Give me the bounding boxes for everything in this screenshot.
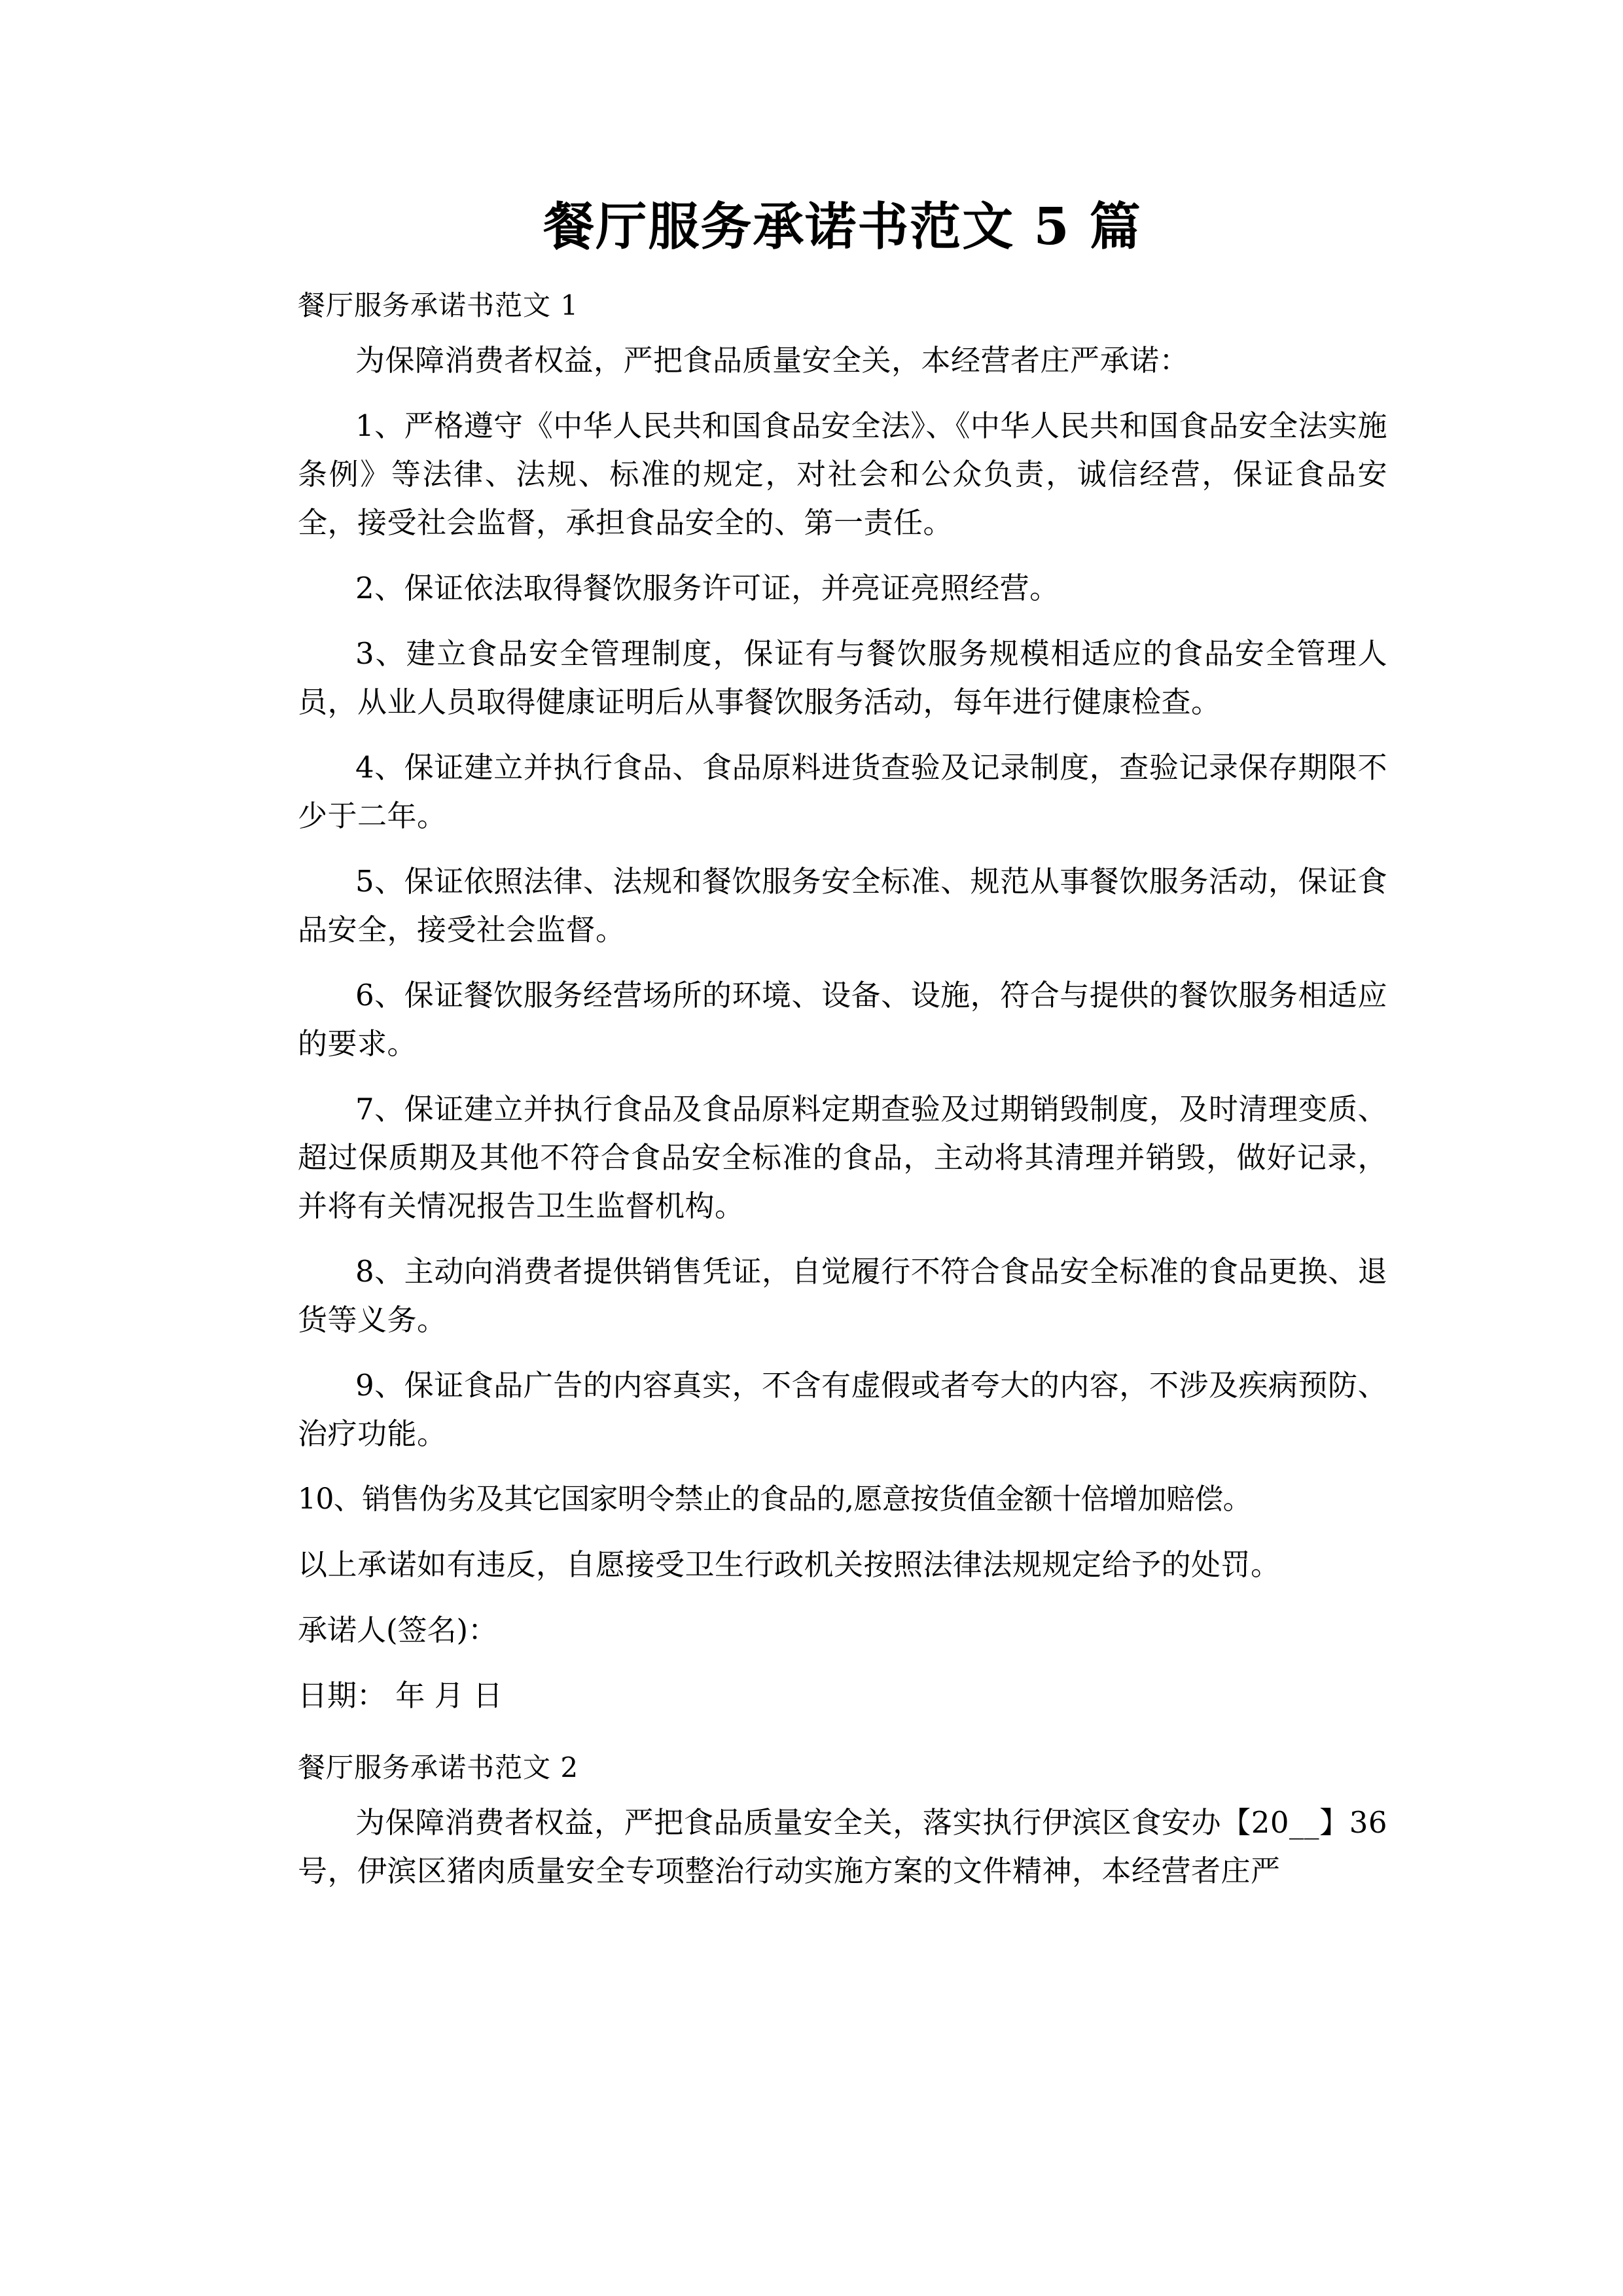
page-title: 餐厅服务承诺书范文 5 篇 xyxy=(543,197,1142,257)
commitment-item-7: 7、保证建立并执行食品及食品原料定期查验及过期销毁制度，及时清理变质、超过保质期及其他不符合食品安全标准的食品，主动将其清理并销毁，做好记录，并将有关情况报告卫生监督机构。 xyxy=(298,1091,1387,1223)
section-1-closing-paragraph: 以上承诺如有违反，自愿接受卫生行政机关按照法律法规规定给予的处罚。 xyxy=(298,1547,1281,1582)
commitment-item-10: 10、销售伪劣及其它国家明令禁止的食品的,愿意按货值金额十倍增加赔偿。 xyxy=(298,1482,1251,1516)
commitment-item-2: 2、保证依法取得餐饮服务许可证，并亮证亮照经营。 xyxy=(355,570,1060,605)
section-1-intro-paragraph: 为保障消费者权益，严把食品质量安全关，本经营者庄严承诺： xyxy=(355,342,1190,378)
commitment-item-8: 8、主动向消费者提供销售凭证，自觉履行不符合食品安全标准的食品更换、退货等义务。 xyxy=(298,1253,1387,1337)
commitment-item-6: 6、保证餐饮服务经营场所的环境、设备、设施，符合与提供的餐饮服务相适应的要求。 xyxy=(298,977,1387,1061)
section-2-intro-paragraph: 为保障消费者权益，严把食品质量安全关，落实执行伊滨区食安办【20__】36 号，伊滨区猪肉质量安全专项整治行动实施方案的文件精神，本经营者庄严 xyxy=(298,1804,1387,1888)
section-heading-1: 餐厅服务承诺书范文 1 xyxy=(298,289,579,321)
commitment-item-4: 4、保证建立并执行食品、食品原料进货查验及记录制度，查验记录保存期限不少于二年。 xyxy=(298,749,1387,833)
document-content-column xyxy=(298,0,1387,1895)
date-label: 日期： 年 月 日 xyxy=(298,1677,503,1713)
section-heading-2: 餐厅服务承诺书范文 2 xyxy=(298,1751,579,1784)
commitment-item-5: 5、保证依照法律、法规和餐饮服务安全标准、规范从事餐饮服务活动，保证食品安全，接受社会监督。 xyxy=(298,863,1387,947)
commitment-item-9: 9、保证食品广告的内容真实，不含有虚假或者夸大的内容，不涉及疾病预防、治疗功能。 xyxy=(298,1367,1387,1451)
signature-label: 承诺人(签名)： xyxy=(298,1612,498,1647)
commitment-item-3: 3、建立食品安全管理制度，保证有与餐饮服务规模相适应的食品安全管理人员，从业人员取得健康证明后从事餐饮服务活动，每年进行健康检查。 xyxy=(298,636,1387,719)
commitment-item-1: 1、严格遵守《中华人民共和国食品安全法》、《中华人民共和国食品安全法实施条例》等法律、法规、标准的规定，对社会和公众负责，诚信经营，保证食品安全，接受社会监督，承担食品安全的、第一责任。 xyxy=(298,408,1387,540)
